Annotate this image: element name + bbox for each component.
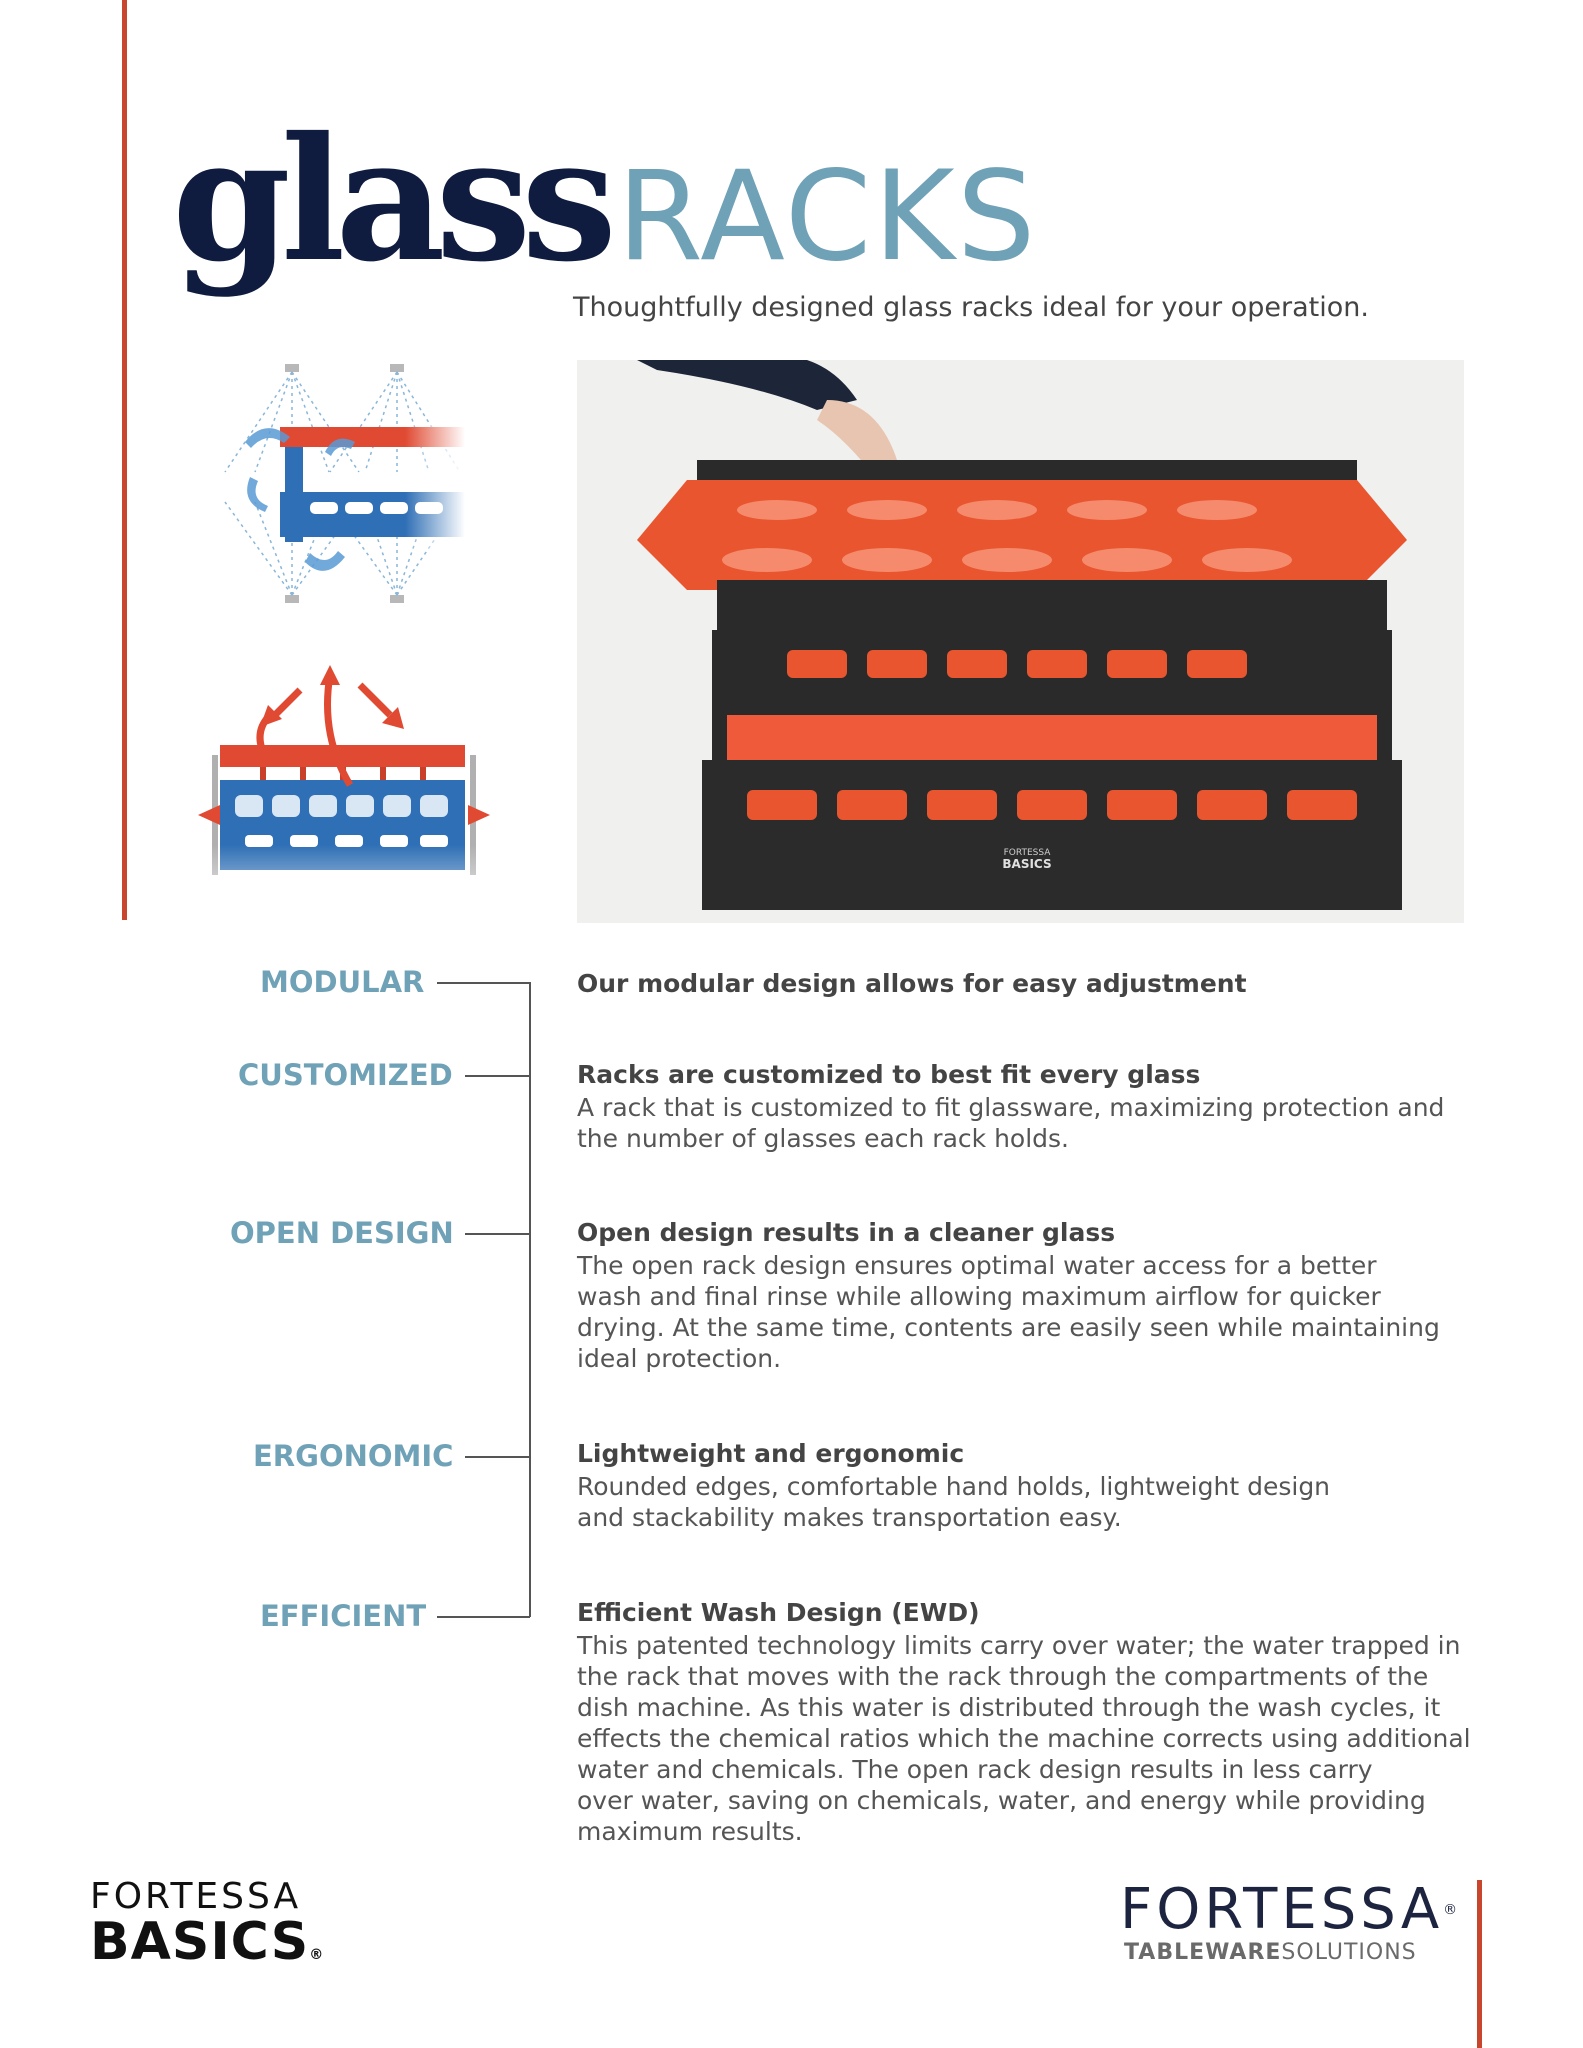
spray-wash-diagram <box>205 362 465 607</box>
feature-heading: Open design results in a cleaner glass <box>577 1218 1116 1247</box>
feature-ergonomic <box>577 1437 1497 1533</box>
feature-heading: Our modular design allows for easy adjustment <box>577 969 1247 998</box>
airflow-diagram <box>190 645 500 935</box>
fortessa-basics-logo <box>90 1878 324 1981</box>
connector-efficient <box>437 1616 530 1618</box>
feature-body: This patented technology limits carry over water; the water trapped in the rack that moves with the rack through the compartments of the dish machine. As this water is distributed through the wash cycles, it effects the chemical ratios which the machine corrects using additional water and chemicals. The open rack design results in less carry over water, saving on chemicals, water, and energy while providing maximum results. <box>577 1631 1471 1846</box>
connector-modular <box>437 982 530 984</box>
feature-label-open-design: OPEN DESIGN <box>230 1216 454 1250</box>
fortessa-tableware-logo <box>1120 1877 1462 1965</box>
feature-modular <box>577 967 1497 1001</box>
connector-ergonomic <box>465 1456 530 1458</box>
right-accent-line <box>1477 1880 1482 2048</box>
logo-right-tableware: TABLEWARE <box>1124 1940 1282 1965</box>
logo-left-line2 <box>90 1912 325 1981</box>
feature-body: A rack that is customized to fit glassware, maximizing protection and the number of glasses each rack holds. <box>577 1093 1445 1153</box>
registered-mark: ® <box>1443 1902 1462 1918</box>
feature-heading: Lightweight and ergonomic <box>577 1439 965 1468</box>
logo-left-word: BASICS <box>90 1912 310 1972</box>
connector-customized <box>465 1075 530 1077</box>
feature-label-customized: CUSTOMIZED <box>238 1058 453 1092</box>
logo-right-line1 <box>1120 1877 1462 1942</box>
feature-label-ergonomic: ERGONOMIC <box>253 1439 454 1473</box>
feature-efficient <box>577 1596 1497 1847</box>
page-subtitle: Thoughtfully designed glass racks ideal for your operation. <box>573 292 1369 323</box>
logo-right-line2 <box>1124 1940 1461 1965</box>
glass-rack-photo <box>577 360 1464 923</box>
connector-vertical <box>529 982 531 1617</box>
registered-mark: ® <box>309 1947 325 1963</box>
feature-heading: Efficient Wash Design (EWD) <box>577 1598 980 1627</box>
feature-body: The open rack design ensures optimal water access for a better wash and final rinse while allowing maximum airflow for quicker drying. At the same time, contents are easily seen while maintaining ideal protection. <box>577 1251 1440 1373</box>
feature-label-efficient: EFFICIENT <box>260 1599 427 1633</box>
left-accent-line <box>122 0 127 920</box>
feature-open-design <box>577 1216 1497 1374</box>
logo-right-word: FORTESSA <box>1120 1877 1444 1942</box>
title-glass: glass <box>172 100 608 300</box>
photo-brand-bottom: BASICS <box>1002 857 1052 871</box>
logo-left-line1: FORTESSA <box>90 1876 302 1917</box>
logo-right-solutions: SOLUTIONS <box>1281 1940 1417 1965</box>
feature-label-modular: MODULAR <box>260 965 425 999</box>
feature-customized <box>577 1058 1497 1154</box>
title-racks: RACKS <box>617 145 1038 289</box>
page-title <box>172 100 1037 300</box>
feature-body: Rounded edges, comfortable hand holds, lightweight design and stackability makes transportation easy. <box>577 1472 1331 1532</box>
connector-open-design <box>465 1233 530 1235</box>
feature-heading: Racks are customized to best fit every glass <box>577 1060 1201 1089</box>
photo-brand-top: FORTESSA <box>1003 848 1051 858</box>
